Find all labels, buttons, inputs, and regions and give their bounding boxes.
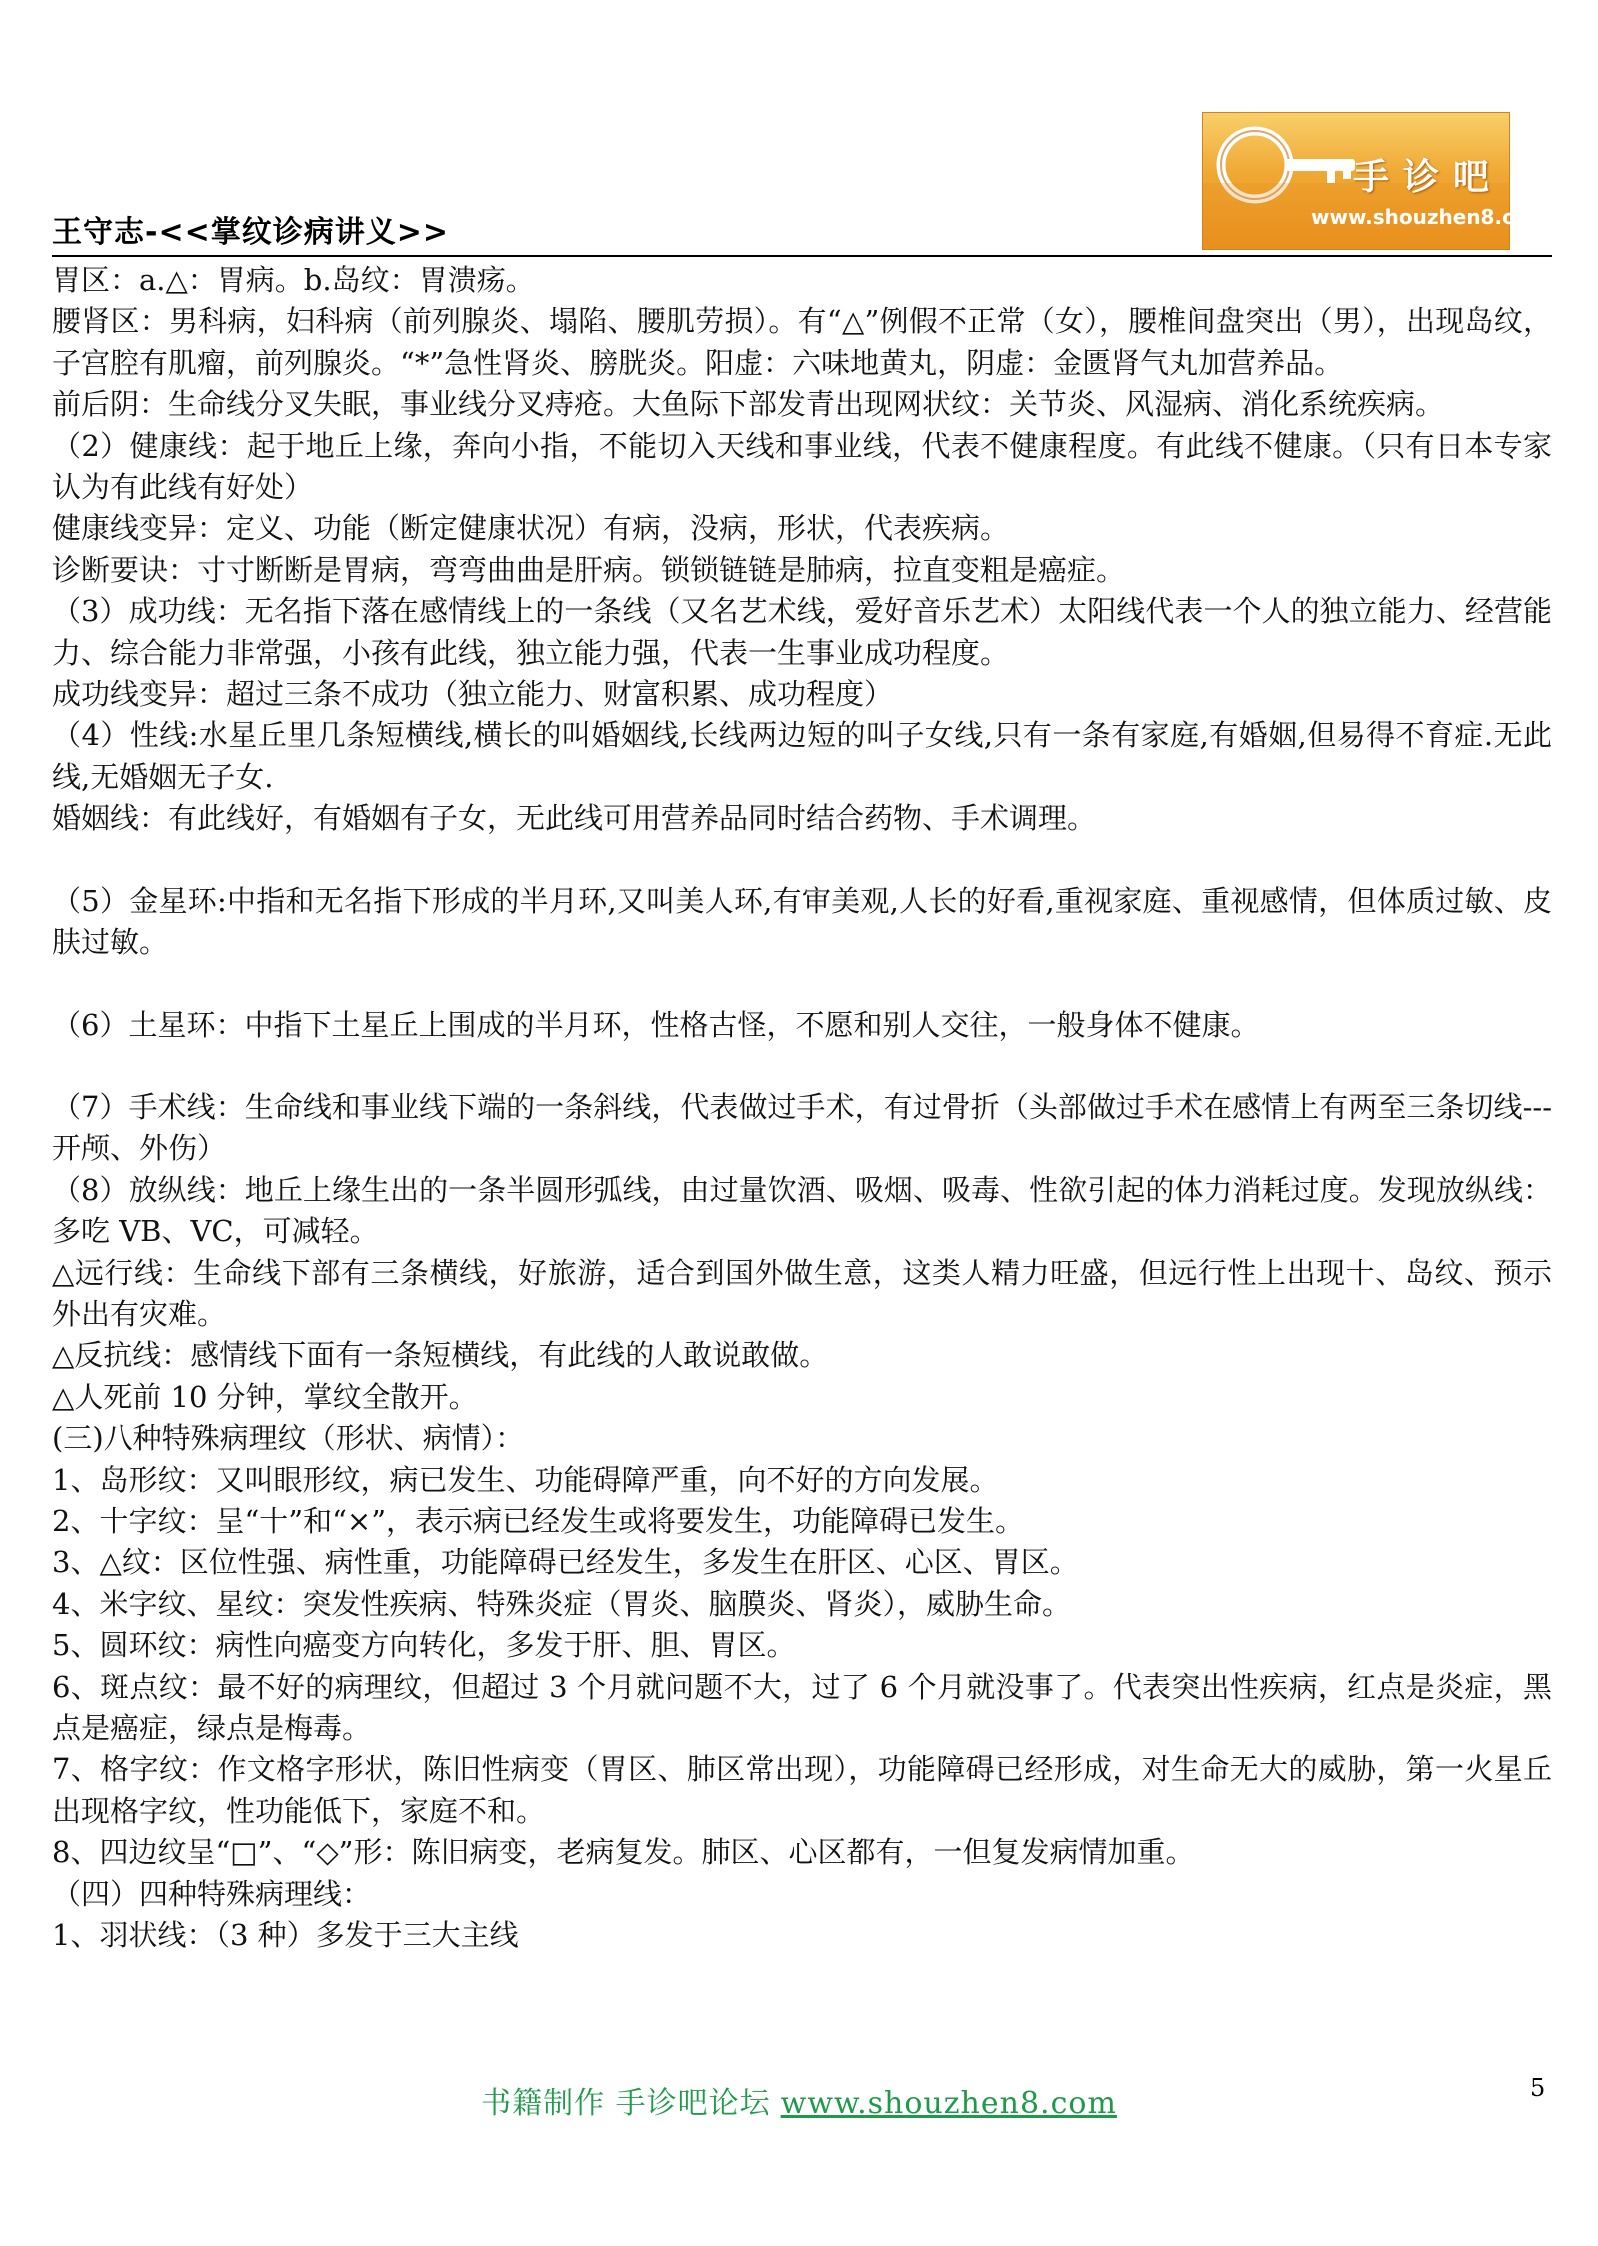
paragraph: （6）土星环：中指下土星丘上围成的半月环，性格古怪，不愿和别人交往，一般身体不健康。 (52, 1007, 1260, 1042)
logo-url: www.shouzhen8.com (1311, 205, 1549, 229)
blank-line (52, 964, 1552, 1005)
paragraph: （3）成功线：无名指下落在感情线上的一条线（又名艺术线，爱好音乐艺术）太阳线代表一个人的独立能力、经营能力、综合能力非常强，小孩有此线，独立能力强，代表一生事业成功程度。 (52, 594, 1552, 670)
paragraph: （4）性线:水星丘里几条短横线,横长的叫婚姻线,长线两边短的叫子女线,只有一条有家庭,有婚姻,但易得不育症.无此线,无婚姻无子女. (52, 718, 1552, 794)
paragraph: 7、格字纹：作文格字形状，陈旧性病变（胃区、肺区常出现），功能障碍已经形成，对生命无大的威胁，第一火星丘出现格字纹，性功能低下，家庭不和。 (52, 1752, 1552, 1828)
paragraph: 1、岛形纹：又叫眼形纹，病已发生、功能碍障严重，向不好的方向发展。 (52, 1462, 999, 1497)
paragraph: △反抗线：感情线下面有一条短横线，有此线的人敢说敢做。 (52, 1338, 829, 1373)
paragraph: （7）手术线：生命线和事业线下端的一条斜线，代表做过手术，有过骨折（头部做过手术在感情上有两至三条切线---开颅、外伤） (52, 1089, 1552, 1166)
paragraph: 8、四边纹呈“□”、“◇”形：陈旧病变，老病复发。肺区、心区都有，一但复发病情加重。 (52, 1835, 1195, 1870)
blank-line (52, 1046, 1552, 1087)
paragraph: （四）四种特殊病理线： (52, 1876, 372, 1911)
page-footer (0, 2078, 1598, 2122)
header-divider (52, 255, 1552, 257)
paragraph: （8）放纵线：地丘上缘生出的一条半圆形弧线，由过量饮酒、吸烟、吸毒、性欲引起的体力消耗过度。发现放纵线：多吃 VB、VC，可减轻。 (52, 1172, 1552, 1249)
document-title: 王守志-<<掌纹诊病讲义>> (52, 215, 449, 250)
paragraph: （2）健康线：起于地丘上缘，奔向小指，不能切入天线和事业线，代表不健康程度。有此线不健康。（只有日本专家认为有此线有好处） (52, 428, 1552, 505)
blank-line (52, 840, 1552, 881)
footer-text: 书籍制作 手诊吧论坛 (481, 2086, 771, 2121)
logo-text: 手诊吧 (1353, 157, 1504, 198)
paragraph: △远行线：生命线下部有三条横线，好旅游，适合到国外做生意，这类人精力旺盛，但远行性上出现十、岛纹、预示外出有灾难。 (52, 1255, 1552, 1331)
paragraph: 诊断要诀：寸寸断断是胃病，弯弯曲曲是肝病。锁锁链链是肺病，拉直变粗是癌症。 (52, 552, 1126, 587)
paragraph: 3、△纹：区位性强、病性重，功能障碍已经发生，多发生在肝区、心区、胃区。 (52, 1545, 1079, 1580)
paragraph: 5、圆环纹：病性向癌变方向转化，多发于肝、胆、胃区。 (52, 1628, 796, 1663)
paragraph: （5）金星环:中指和无名指下形成的半月环,又叫美人环,有审美观,人长的好看,重视家庭、重视感情，但体质过敏、皮肤过敏。 (52, 883, 1552, 960)
page-header (52, 112, 1552, 262)
paragraph: 健康线变异：定义、功能（断定健康状况）有病，没病，形状，代表疾病。 (52, 511, 1010, 546)
paragraph: 腰肾区：男科病，妇科病（前列腺炎、塌陷、腰肌劳损）。有“△”例假不正常（女），腰椎间盘突出（男），出现岛纹，子宫腔有肌瘤，前列腺炎。“*”急性肾炎、膀胱炎。阳虚：六味地黄丸，阴虚：金匮肾气丸加营养品。 (52, 304, 1552, 380)
paragraph: 胃区：a.△：胃病。b.岛纹：胃溃疡。 (52, 263, 535, 297)
paragraph: 前后阴：生命线分叉失眠，事业线分叉痔疮。大鱼际下部发青出现网状纹：关节炎、风湿病、消化系统疾病。 (52, 387, 1445, 422)
page-number: 5 (1530, 2074, 1546, 2102)
shouzhen8-logo (1202, 112, 1549, 250)
paragraph: 成功线变异：超过三条不成功（独立能力、财富积累、成功程度） (52, 677, 894, 712)
document-body (52, 260, 1552, 1956)
paragraph: 1、羽状线：（3 种）多发于三大主线 (52, 1918, 519, 1953)
paragraph: (三)八种特殊病理纹（形状、病情）： (52, 1421, 525, 1456)
paragraph: △人死前 10 分钟，掌纹全散开。 (52, 1379, 478, 1414)
paragraph: 婚姻线：有此线好，有婚姻有子女，无此线可用营养品同时结合药物、手术调理。 (52, 801, 1097, 836)
paragraph: 4、米字纹、星纹：突发性疾病、特殊炎症（胃炎、脑膜炎、肾炎），威胁生命。 (52, 1586, 1071, 1621)
paragraph: 2、十字纹：呈“十”和“×”，表示病已经发生或将要发生，功能障碍已发生。 (52, 1503, 1025, 1538)
footer-link[interactable]: www.shouzhen8.com (780, 2086, 1117, 2121)
paragraph: 6、斑点纹：最不好的病理纹，但超过 3 个月就问题不大，过了 6 个月就没事了。代表突出性疾病，红点是炎症，黑点是癌症，绿点是梅毒。 (52, 1669, 1552, 1745)
